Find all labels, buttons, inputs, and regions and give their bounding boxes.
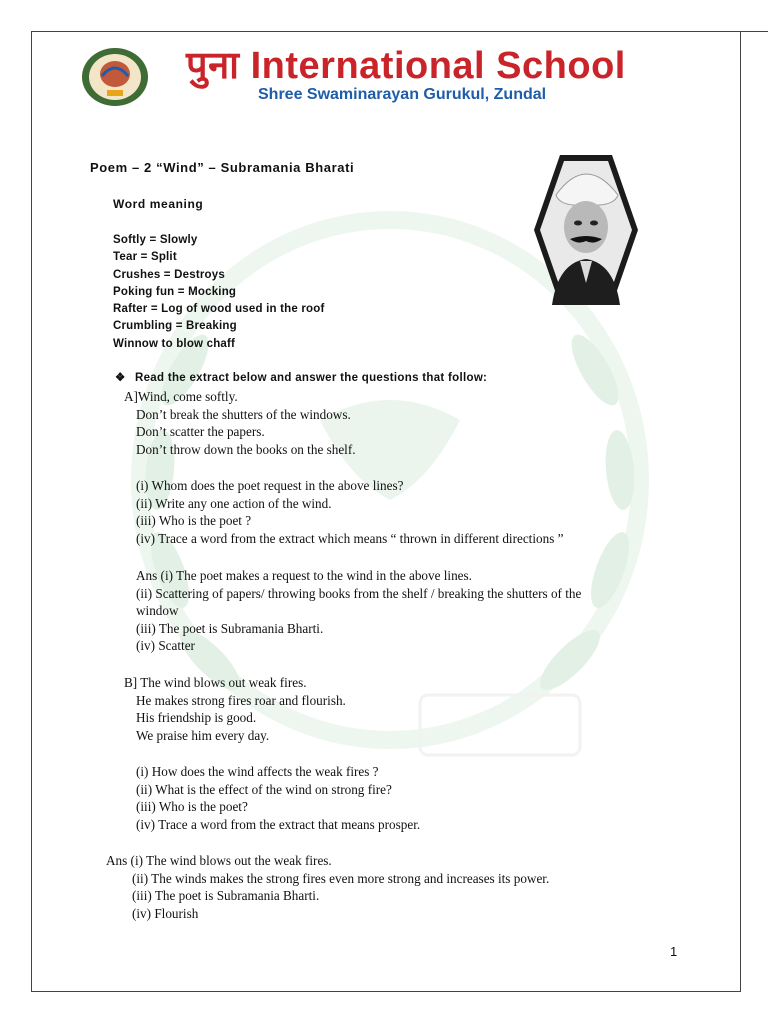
extract-b-answers — [132, 870, 549, 923]
school-name-rest: International School — [250, 45, 626, 87]
page-border-bottom — [31, 991, 741, 992]
question-line: (ii) Write any one action of the wind. — [136, 495, 332, 511]
extract-b-first-line: B] The wind blows out weak fires. — [124, 675, 307, 690]
answer-line: (ii) Scattering of papers/ throwing books from the shelf / breaking the shutters of the — [136, 585, 582, 601]
question-line: (ii) What is the effect of the wind on strong fire? — [136, 781, 392, 797]
extract-a-first-line: A]Wind, come softly. — [124, 389, 238, 404]
page-border-right — [740, 31, 741, 991]
poem-title: Poem – 2 “Wind” – Subramania Bharati — [90, 160, 355, 175]
question-line: (iv) Trace a word from the extract which means “ thrown in different directions ” — [136, 530, 564, 546]
diamond-bullet-icon: ❖ — [115, 372, 126, 384]
word-meaning-item: Crushes = Destroys — [113, 268, 225, 281]
school-name-prefix: पुना — [186, 45, 240, 87]
word-meaning-heading: Word meaning — [113, 197, 204, 211]
extract-line: Don’t break the shutters of the windows. — [136, 406, 351, 422]
question-line: (iv) Trace a word from the extract that means prosper. — [136, 816, 421, 832]
question-line: (i) Whom does the poet request in the above lines? — [136, 478, 404, 493]
extract-a-questions — [136, 477, 563, 547]
word-meaning-item: Crumbling = Breaking — [113, 320, 237, 333]
word-meaning-item: Rafter = Log of wood used in the roof — [113, 303, 325, 316]
instruction-text: Read the extract below and answer the questions that follow: — [135, 372, 488, 384]
extract-line: His friendship is good. — [136, 710, 257, 726]
extract-line: He makes strong fires roar and flourish. — [136, 692, 346, 708]
answer-line: (iii) The poet is Subramania Bharti. — [132, 888, 320, 904]
word-meaning-item: Winnow to blow chaff — [113, 337, 236, 350]
instruction-line — [115, 370, 487, 384]
extract-a-answers — [136, 567, 581, 655]
extract-b-answer-first: Ans (i) The wind blows out the weak fires. — [106, 853, 332, 868]
extract-b-lines — [136, 692, 346, 745]
word-meaning-item: Softly = Slowly — [113, 234, 198, 246]
question-line: (iii) Who is the poet? — [136, 799, 248, 815]
answer-line: (iii) The poet is Subramania Bharti. — [136, 620, 324, 636]
school-subtitle: Shree Swaminarayan Gurukul, Zundal — [258, 86, 547, 103]
extract-line: Don’t scatter the papers. — [136, 424, 265, 440]
answer-line: (iv) Scatter — [136, 638, 195, 654]
school-name — [186, 38, 626, 90]
school-emblem-logo — [80, 46, 150, 108]
question-line: (iii) Who is the poet ? — [136, 513, 252, 529]
answer-line: window — [136, 603, 179, 619]
question-line: (i) How does the wind affects the weak fires ? — [136, 764, 379, 779]
word-meaning-item: Tear = Split — [113, 251, 177, 264]
answer-line: (ii) The winds makes the strong fires even more strong and increases its power. — [132, 870, 550, 886]
extract-line: We praise him every day. — [136, 727, 270, 743]
page-number: 1 — [670, 944, 678, 959]
extract-a-lines — [136, 406, 356, 459]
extract-b-questions — [136, 763, 420, 833]
word-meaning-list — [113, 232, 325, 353]
answer-line: (iv) Flourish — [132, 905, 199, 921]
word-meaning-item: Poking fun = Mocking — [113, 285, 237, 298]
extract-line: Don’t throw down the books on the shelf. — [136, 441, 356, 457]
poet-portrait — [534, 155, 638, 305]
answer-line: Ans (i) The poet makes a request to the wind in the above lines. — [136, 568, 472, 583]
